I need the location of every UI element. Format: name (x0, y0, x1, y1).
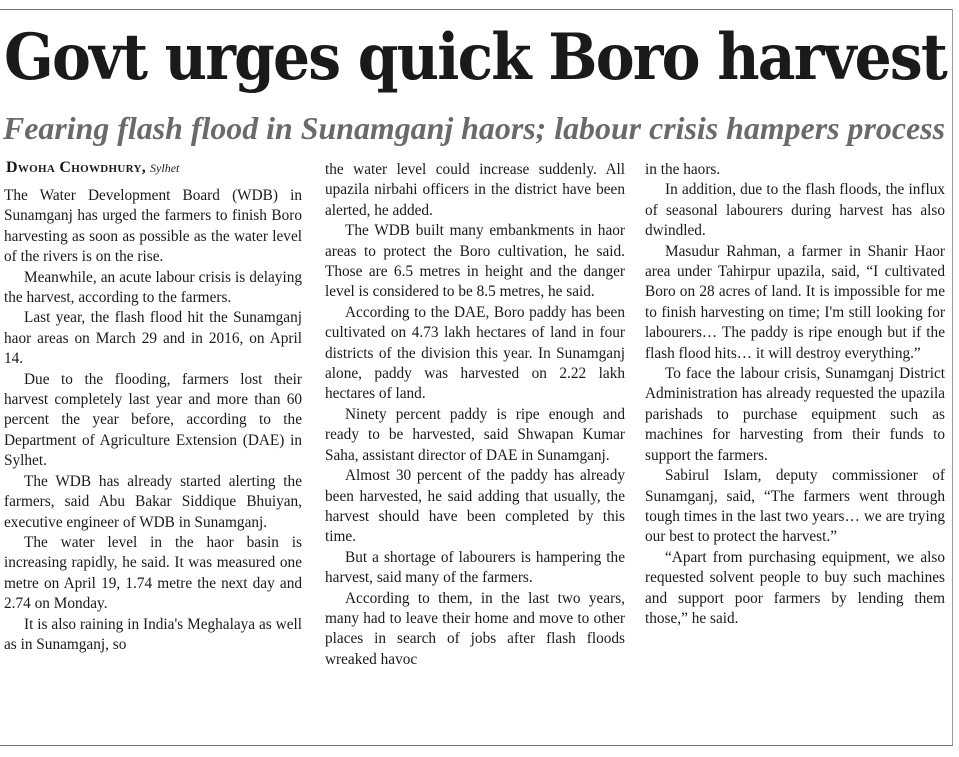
paragraph: According to them, in the last two years, many had to leave their home and move to other places in search of jobs after flash floods wreaked havoc (325, 589, 625, 668)
article-column-2 (325, 160, 625, 670)
paragraph: Sabirul Islam, deputy commissioner of Sunamganj, said, “The farmers went through tough times in the last two years… we are trying our best to protect the harvest.” (645, 467, 945, 546)
paragraph: According to the DAE, Boro paddy has been cultivated on 4.73 lakh hectares of land in four districts of the division this year. In Sunamganj alone, paddy was harvested on 2.22 lakh hectares of land. (325, 303, 625, 403)
bottom-rule (0, 745, 953, 746)
article-column-1 (4, 186, 302, 655)
article-column-3 (645, 160, 945, 629)
paragraph: It is also raining in India's Meghalaya as well as in Sunamganj, so (4, 615, 302, 653)
paragraph: the water level could increase suddenly. All upazila nirbahi officers in the district have been alerted, he added. (325, 161, 625, 219)
paragraph: The WDB built many embankments in haor areas to protect the Boro cultivation, he said. Those are 6.5 metres in height and the danger level is considered to be 8.5 metres, he said. (325, 222, 625, 301)
headline: Govt urges quick Boro harvest (4, 20, 946, 95)
paragraph: The water level in the haor basin is increasing rapidly, he said. It was measured one metre on April 19, 1.74 metre the next day and 2.74 on Monday. (4, 533, 302, 613)
paragraph: Almost 30 percent of the paddy has already been harvested, he said adding that usually, the harvest should have been completed by this time. (325, 467, 625, 546)
paragraph: Due to the flooding, farmers lost their harvest completely last year and more than 60 percent the year before, according to the Department of Agriculture Extension (DAE) in Sylhet. (4, 370, 302, 470)
right-rule (952, 9, 953, 746)
byline (6, 158, 179, 178)
byline-author: Dwoha Chowdhury, (6, 159, 147, 176)
paragraph: “Apart from purchasing equipment, we also requested solvent people to buy such machines and support poor farmers by lending them those,” he said. (645, 548, 945, 627)
paragraph: The Water Development Board (WDB) in Sunamganj has urged the farmers to finish Boro harvesting as soon as possible as the water level of the rivers is on the rise. (4, 187, 302, 266)
paragraph: Last year, the flash flood hit the Sunamganj haor areas on March 29 and in 2016, on April 14. (4, 309, 302, 368)
paragraph: To face the labour crisis, Sunamganj District Administration has already requested the upazila parishads to purchase equipment such as machines for harvesting from their funds to support the farmers. (645, 365, 945, 464)
paragraph: Ninety percent paddy is ripe enough and ready to be harvested, said Shwapan Kumar Saha, assistant director of DAE in Sunamganj. (325, 405, 625, 464)
top-rule (0, 9, 953, 10)
paragraph: The WDB has already started alerting the farmers, said Abu Bakar Siddique Bhuiyan, executive engineer of WDB in Sunamganj. (4, 472, 302, 531)
paragraph: In addition, due to the flash floods, the influx of seasonal labourers during harvest has also dwindled. (645, 181, 945, 240)
subheadline: Fearing flash flood in Sunamganj haors; labour crisis hampers process (3, 110, 945, 146)
paragraph: Masudur Rahman, a farmer in Shanir Haor area under Tahirpur upazila, said, “I cultivated Boro on 28 acres of land. It is impossible for me to finish harvesting on time; I'm still looking for labourers… The paddy is ripe enough but if the flash flood hits… it will destroy everything.” (645, 242, 945, 362)
byline-location: Sylhet (150, 161, 180, 175)
paragraph: Meanwhile, an acute labour crisis is delaying the harvest, according to the farmers. (4, 268, 302, 307)
paragraph: But a shortage of labourers is hampering the harvest, said many of the farmers. (325, 548, 625, 587)
paragraph: in the haors. (645, 161, 721, 178)
